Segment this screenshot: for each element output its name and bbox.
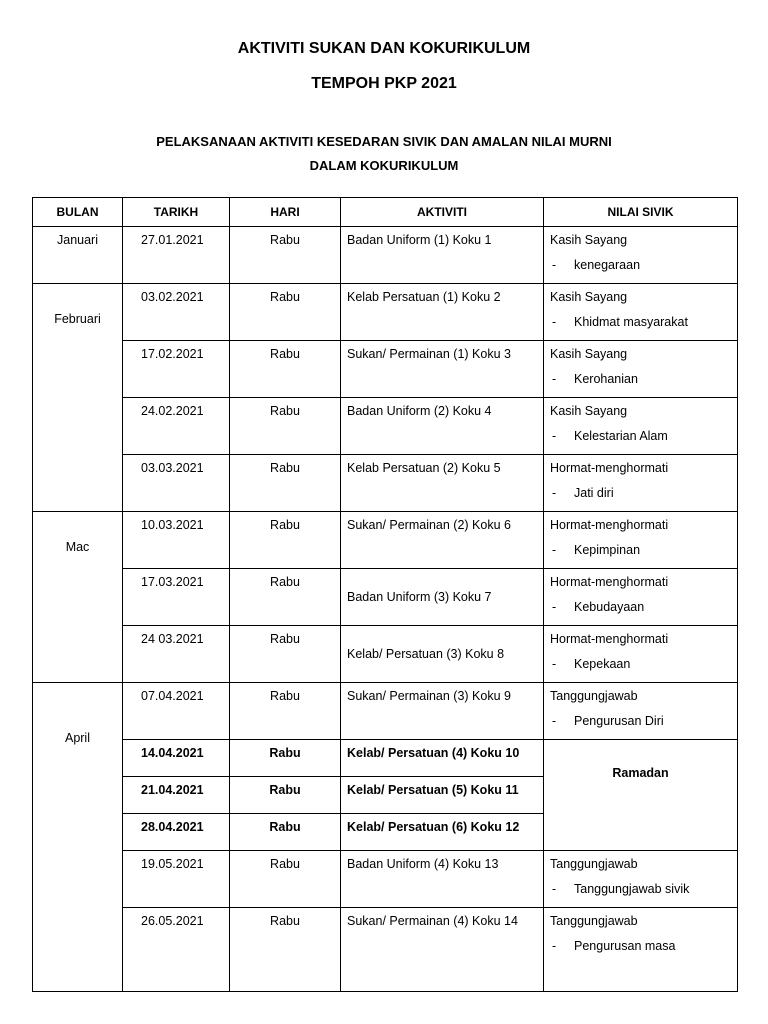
- table-row: [33, 626, 738, 683]
- table-row: [33, 455, 738, 512]
- day-cell: [230, 683, 341, 740]
- activity-text: Kelab Persatuan (1) Koku 2: [347, 290, 501, 304]
- activity-cell: [341, 626, 544, 683]
- activity-text: Kelab/ Persatuan (3) Koku 8: [347, 647, 505, 661]
- dash: -: [552, 600, 557, 614]
- dash: -: [552, 486, 557, 500]
- activity-text: Kelab Persatuan (2) Koku 5: [347, 461, 501, 475]
- date-cell: [123, 851, 230, 908]
- dash: -: [552, 372, 557, 386]
- value-text: Kasih Sayang: [550, 347, 628, 361]
- activity-cell: [341, 569, 544, 626]
- day-cell: [230, 455, 341, 512]
- date-cell: [123, 683, 230, 740]
- dash: -: [552, 657, 557, 671]
- table-row: [33, 227, 738, 284]
- value-cell: [544, 455, 738, 512]
- table-row: [33, 740, 738, 777]
- value-text: Kasih Sayang: [550, 404, 628, 418]
- activity-cell: [341, 851, 544, 908]
- activity-cell: [341, 227, 544, 284]
- activity-text: Sukan/ Permainan (2) Koku 6: [347, 518, 511, 532]
- value-text: Kasih Sayang: [550, 233, 628, 247]
- value-text: Kasih Sayang: [550, 290, 628, 304]
- table-header-row: [33, 198, 738, 227]
- day-text: Rabu: [270, 404, 300, 418]
- value-cell: [544, 908, 738, 992]
- month-label: Februari: [54, 312, 101, 326]
- dash: -: [552, 258, 557, 272]
- value-subtext: Pengurusan Diri: [574, 714, 664, 728]
- value-cell: [544, 851, 738, 908]
- date-cell: [123, 814, 230, 851]
- date-text: 28.04.2021: [141, 820, 204, 834]
- date-cell: [123, 284, 230, 341]
- document-subtitle-line2: DALAM KOKURIKULUM: [309, 158, 459, 173]
- date-cell: [123, 908, 230, 992]
- dash: -: [552, 714, 557, 728]
- activity-cell: [341, 512, 544, 569]
- month-label: April: [64, 731, 90, 745]
- ramadan-cell: [544, 740, 738, 851]
- day-text: Rabu: [270, 689, 300, 703]
- date-text: 14.04.2021: [141, 746, 204, 760]
- date-text: 27.01.2021: [141, 233, 204, 247]
- value-text: Tanggungjawab: [550, 914, 638, 928]
- value-subtext: Kelestarian Alam: [574, 429, 668, 443]
- dash: -: [552, 429, 557, 443]
- activity-cell: [341, 455, 544, 512]
- column-header-aktiviti: AKTIVITI: [341, 198, 544, 227]
- value-text: Hormat-menghormati: [550, 461, 669, 475]
- month-cell: [33, 227, 123, 284]
- day-text: Rabu: [270, 575, 300, 589]
- value-cell: [544, 512, 738, 569]
- activity-text: Sukan/ Permainan (3) Koku 9: [347, 689, 511, 703]
- value-subtext: Kerohanian: [574, 372, 638, 386]
- day-text: Rabu: [270, 347, 300, 361]
- document-title: AKTIVITI SUKAN DAN KOKURIKULUM: [237, 40, 531, 57]
- value-text: Hormat-menghormati: [550, 632, 669, 646]
- date-text: 24.02.2021: [141, 404, 204, 418]
- day-cell: [230, 814, 341, 851]
- value-subtext: Kepekaan: [574, 657, 631, 671]
- activity-text: Sukan/ Permainan (1) Koku 3: [347, 347, 511, 361]
- activity-text: Badan Uniform (2) Koku 4: [347, 404, 492, 418]
- day-cell: [230, 227, 341, 284]
- value-subtext: Kebudayaan: [574, 600, 645, 614]
- month-cell: [33, 284, 123, 512]
- day-cell: [230, 569, 341, 626]
- day-cell: [230, 284, 341, 341]
- value-cell: [544, 227, 738, 284]
- date-text: 07.04.2021: [141, 689, 204, 703]
- activity-text: Badan Uniform (1) Koku 1: [347, 233, 492, 247]
- day-text: Rabu: [270, 632, 300, 646]
- date-text: 17.03.2021: [141, 575, 204, 589]
- month-cell: [33, 683, 123, 992]
- day-text: Rabu: [270, 290, 300, 304]
- column-header-tarikh: TARIKH: [123, 198, 230, 227]
- dash: -: [552, 939, 557, 953]
- date-text: 21.04.2021: [141, 783, 204, 797]
- day-cell: [230, 851, 341, 908]
- value-text: Hormat-menghormati: [550, 518, 669, 532]
- value-text: Hormat-menghormati: [550, 575, 669, 589]
- document-subtitle: PELAKSANAAN AKTIVITI KESEDARAN SIVIK DAN AMALAN NILAI MURNI: [156, 134, 612, 149]
- table-row: [33, 284, 738, 341]
- column-header-bulan: BULAN: [33, 198, 123, 227]
- date-text: 19.05.2021: [141, 857, 204, 871]
- dash: -: [552, 543, 557, 557]
- day-cell: [230, 908, 341, 992]
- column-header-nilai-sivik: NILAI SIVIK: [544, 198, 738, 227]
- date-cell: [123, 512, 230, 569]
- activity-cell: [341, 908, 544, 992]
- ramadan-label: Ramadan: [612, 766, 669, 780]
- activity-table: [32, 197, 738, 992]
- activity-cell: [341, 814, 544, 851]
- table-row: [33, 908, 738, 992]
- value-cell: [544, 398, 738, 455]
- table-row: [33, 398, 738, 455]
- date-cell: [123, 227, 230, 284]
- day-cell: [230, 341, 341, 398]
- value-text: Tanggungjawab: [550, 689, 638, 703]
- activity-text: Kelab/ Persatuan (6) Koku 12: [347, 820, 520, 834]
- date-text: 17.02.2021: [141, 347, 204, 361]
- table-row: [33, 512, 738, 569]
- day-cell: [230, 512, 341, 569]
- value-cell: [544, 284, 738, 341]
- value-text: Tanggungjawab: [550, 857, 638, 871]
- activity-cell: [341, 777, 544, 814]
- day-text: Rabu: [269, 746, 301, 760]
- month-cell: [33, 512, 123, 683]
- day-text: Rabu: [269, 783, 301, 797]
- activity-text: Badan Uniform (3) Koku 7: [347, 590, 492, 604]
- date-cell: [123, 777, 230, 814]
- activity-cell: [341, 740, 544, 777]
- value-subtext: Kepimpinan: [574, 543, 641, 557]
- date-text: 10.03.2021: [141, 518, 204, 532]
- value-cell: [544, 683, 738, 740]
- table-row: [33, 683, 738, 740]
- day-cell: [230, 398, 341, 455]
- activity-cell: [341, 683, 544, 740]
- day-cell: [230, 777, 341, 814]
- value-cell: [544, 341, 738, 398]
- day-text: Rabu: [270, 857, 300, 871]
- column-header-hari: HARI: [230, 198, 341, 227]
- table-row: [33, 851, 738, 908]
- value-cell: [544, 626, 738, 683]
- dash: -: [552, 882, 557, 896]
- date-cell: [123, 569, 230, 626]
- activity-text: Badan Uniform (4) Koku 13: [347, 857, 499, 871]
- activity-text: Kelab/ Persatuan (4) Koku 10: [347, 746, 520, 760]
- activity-cell: [341, 284, 544, 341]
- value-subtext: Khidmat masyarakat: [574, 315, 688, 329]
- date-cell: [123, 626, 230, 683]
- date-cell: [123, 740, 230, 777]
- day-text: Rabu: [270, 518, 300, 532]
- date-text: 03.02.2021: [141, 290, 204, 304]
- date-cell: [123, 455, 230, 512]
- day-text: Rabu: [270, 914, 300, 928]
- value-subtext: Tanggungjawab sivik: [574, 882, 690, 896]
- document-title-line2: TEMPOH PKP 2021: [311, 75, 457, 92]
- day-text: Rabu: [270, 461, 300, 475]
- month-label: Januari: [57, 233, 98, 247]
- activity-cell: [341, 341, 544, 398]
- date-cell: [123, 398, 230, 455]
- date-text: 03.03.2021: [141, 461, 204, 475]
- day-cell: [230, 626, 341, 683]
- value-subtext: Jati diri: [574, 486, 614, 500]
- value-cell: [544, 569, 738, 626]
- day-text: Rabu: [269, 820, 301, 834]
- table-row: [33, 569, 738, 626]
- date-text: 24 03.2021: [141, 632, 204, 646]
- activity-cell: [341, 398, 544, 455]
- value-subtext: Pengurusan masa: [574, 939, 676, 953]
- activity-text: Kelab/ Persatuan (5) Koku 11: [347, 783, 519, 797]
- date-cell: [123, 341, 230, 398]
- day-text: Rabu: [270, 233, 300, 247]
- day-cell: [230, 740, 341, 777]
- activity-text: Sukan/ Permainan (4) Koku 14: [347, 914, 518, 928]
- table-row: [33, 341, 738, 398]
- date-text: 26.05.2021: [141, 914, 204, 928]
- month-label: Mac: [65, 540, 90, 554]
- value-subtext: kenegaraan: [574, 258, 641, 272]
- dash: -: [552, 315, 557, 329]
